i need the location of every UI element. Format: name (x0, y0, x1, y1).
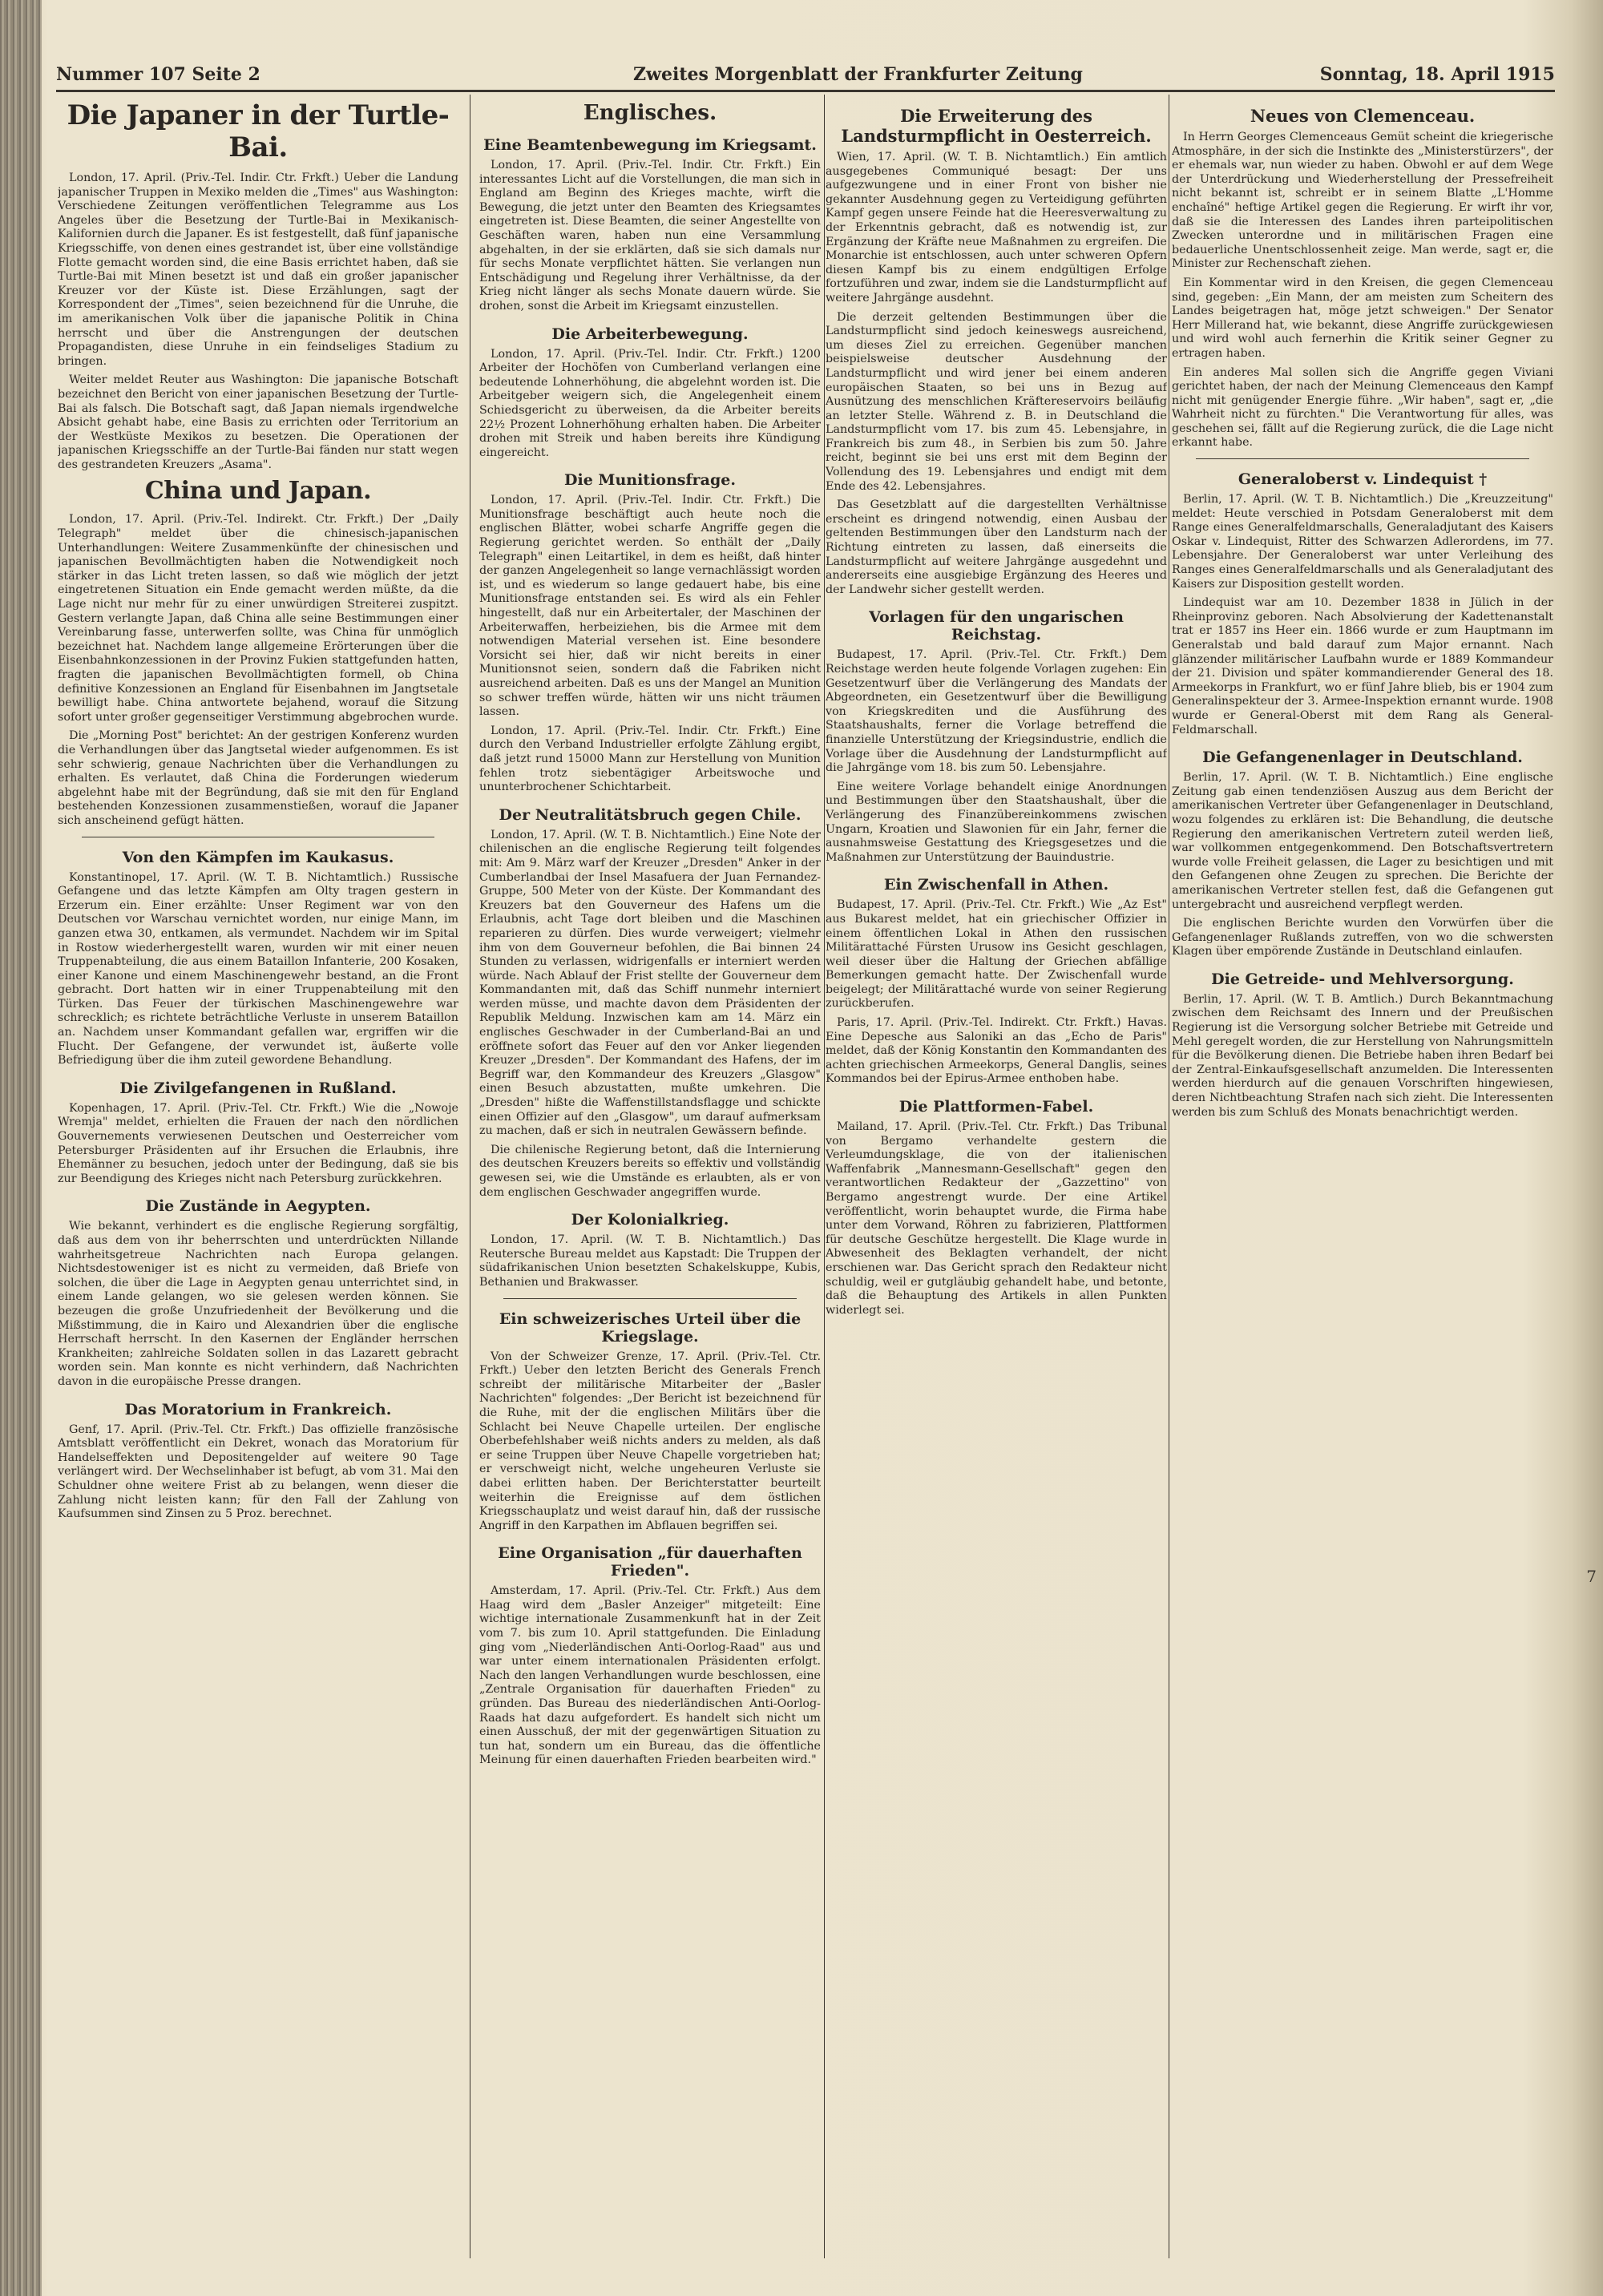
subheading-moratorium: Das Moratorium in Frankreich. (124, 1400, 392, 1418)
article-text: London, 17. April. (Priv.-Tel. Indir. Ctr. Frkft.) Ueber die Landung japanischer Truppen in Mexiko melden die „Times" aus Washington: Verschiedene Zeitungen veröffentlichen Telegramme aus Los Angeles über die Besetzung der Turtle-Bai in Mexikanisch-Kalifornien durch die Japaner. Es ist festgestellt, daß fünf japanische Kriegsschiffe, von denen eines gestrandet ist, über eine vollständige Flotte gemacht worden sind, die eine Basis errichtet haben, daß sie Turtle-Bai mit Minen besetzt ist und daß ein großer japanischer Kreuzer vor der Küste ist. Diese Erzählungen, sagt der Korrespondent der „Times", seien bezeichnend für die Unruhe, die im amerikanischen Volk über die japanische Politik in China herrscht und über die Anstrengungen der deutschen Propagandisten, diese Unruhe in ein feindseliges Stadium zu bringen. (58, 171, 458, 368)
article-text: Konstantinopel, 17. April. (W. T. B. Nichtamtlich.) Russische Gefangene und das letzte Kämpfen am Olty tragen gestern in Erzerum ein. Einer erzählte: Unser Regiment war von den Deutschen vor Warschau vernichtet worden, nur einige Mann, im ganzen etwa 30, entkamen, als vermundet. Nachdem wir im Spital in Rostow wiederhergestellt waren, wurden wir mit einer neuen Truppenabteilung, die aus einem Bataillon Infanterie, 200 Kosaken, einer Kanone und einem Maschinengewehr bestand, an die Front gebracht. Dort hatten wir in einer Truppenabteilung mit den Türken. Das Feuer der türkischen Maschinengewehre war schrecklich; es richtete beträchtliche Verluste in unserem Bataillon an. Nachdem unser Kommandant gefallen war, ergriffen wir die Flucht. Der Gefangene, der verwundet ist, äußerte volle Befriedigung über die ihm zuteil gewordene Behandlung. (58, 870, 458, 1067)
subheading-beamtenbewegung: Eine Beamtenbewegung im Kriegsamt. (483, 136, 817, 154)
masthead (56, 64, 1555, 91)
article-text: Berlin, 17. April. (W. T. B. Nichtamtlich.) Die „Kreuzzeitung" meldet: Heute verschied in Potsdam Generaloberst mit dem Range eines Generalfeldmarschalls, Generaladjutant des Kaisers Oskar v. Lindequist, Ritter des Schwarzen Adlerordens, im 77. Lebensjahre. Der Generaloberst war unter Verleihung des Ranges eines Generalfeldmarschalls und als Generaladjutant des Kaisers zur Disposition gestellt worden. (1172, 493, 1553, 591)
column-3 (826, 95, 1167, 2258)
subheading-kaukasus: Von den Kämpfen im Kaukasus. (122, 848, 394, 866)
headline-englisches: Englisches. (583, 101, 717, 125)
article-text: London, 17. April. (Priv.-Tel. Indir. Ctr. Frkft.) Eine durch den Verband Industrieller erfolgte Zählung ergibt, daß jetzt rund 15000 Mann zur Herstellung von Munition fehlen trotz siebentägiger Arbeitswoche und ununterbrochener Schichtarbeit. (479, 724, 821, 794)
article-text: Eine weitere Vorlage behandelt einige Anordnungen und Bestimmungen über den Staatshaushalt, über die Verlängerung des Finanzübereinkommens zwischen Ungarn, Kroatien und Slawonien für ein Jahr, ferner die ausnahmsweise Gestattung des Kriegsgesetzes und die Maßnahmen zur Unterstützung der Bauindustrie. (826, 780, 1167, 864)
article-text: London, 17. April. (W. T. B. Nichtamtlich.) Das Reutersche Bureau meldet aus Kapstadt: Die Truppen der südafrikanischen Union besetzten Schakelskuppe, Kubis, Bethanien und Brakwasser. (479, 1233, 821, 1289)
book-spine (0, 0, 42, 2296)
article-text: London, 17. April. (Priv.-Tel. Indir. Ctr. Frkft.) 1200 Arbeiter der Hochöfen von Cumberland verlangen eine bedeutende Lohnerhöhung, die abgelehnt worden ist. Die Arbeitgeber weigern sich, die Angelegenheit einem Schiedsgericht zu überweisen, da die Arbeiter bereits 22½ Prozent Lohnerhöhung erhalten haben. Die Arbeiter drohen mit Streik und haben bereits ihre Kündigung eingereicht. (479, 347, 821, 459)
headline-clemenceau: Neues von Clemenceau. (1250, 106, 1476, 126)
subheading-chile: Der Neutralitätsbruch gegen Chile. (499, 805, 802, 824)
article-text: In Herrn Georges Clemenceaus Gemüt scheint die kriegerische Atmosphäre, in der sich die Instinkte des „Ministerstürzers", der er ehemals war, nun wieder zu haben. Obwohl er auf dem Wege der Unterdrückung und Wiederherstellung der Pressefreiheit nicht bekannt ist, schreibt er in seinem Blatte „L'Homme enchaîné" heftige Artikel gegen die Regierung. Er wirft ihr vor, daß sie die Interessen des Landes ihren parteipolitischen Zwecken unterordne und in militärischen Fragen eine bedauerliche Unentschlossenheit zeige. Man werde, sagt er, die Minister zur Rechenschaft ziehen. (1172, 131, 1553, 271)
subheading-getreide: Die Getreide- und Mehlversorgung. (1211, 970, 1514, 988)
article-text: Wie bekannt, verhindert es die englische Regierung sorgfältig, daß aus dem von ihr beherrschten und unterdrückten Nillande wahrheitsgetreue Nachrichten nach Europa gelangen. Nichtsdestoweniger ist es nicht zu vermeiden, daß Briefe von solchen, die über die Lage in Aegypten genau unterrichtet sind, in einem Lande gelangen, wo sie gelesen werden können. Sie bezeugen die große Unzufriedenheit der Bevölkerung und die Mißstimmung, die in Kairo und Alexandrien über die englische Herrschaft herrscht. In den Kasernen der Engländer herrschen Krankheiten; zahlreiche Soldaten sollen in das Lazarett gebracht worden sein. Man konnte es nicht verhindern, daß Nachrichten davon in die europäische Presse drangen. (58, 1220, 458, 1388)
article-text: Wien, 17. April. (W. T. B. Nichtamtlich.) Ein amtlich ausgegebenes Communiqué besagt: Der uns aufgezwungene und in einer Front von bisher nie gekannter Ausdehnung gegen zu Verteidigung geführten Kampf gegen unsere Feinde hat die Heeresverwaltung zu der Erkenntnis gebracht, daß es notwendig ist, zur Ergänzung der Kräfte neue Maßnahmen zu ergreifen. Die Monarchie ist entschlossen, auch unter schweren Opfern diesen Kampf bis zu einem endgültigen Erfolge fortzuführen und zwar, indem sie die Landsturmpflicht auf weitere Jahrgänge ausdehnt. (826, 151, 1167, 305)
edition-title: Zweites Morgenblatt der Frankfurter Zeitung (633, 64, 1083, 85)
article-text: Lindequist war am 10. Dezember 1838 in Jülich in der Rheinprovinz geboren. Nach Absolvierung der Kadettenanstalt trat er 1857 ins Heer ein. 1866 wurde er zum Hauptmann im Generalstab und bald darauf zum Major ernannt. Nach glänzender militärischer Laufbahn wurde er 1889 Kommandeur der 21. Division und später kommandierender General des 18. Armeekorps in Frankfurt, wo er fünf Jahre blieb, bis er 1904 zum Generalinspekteur der 3. Armee-Inspektion ernannt wurde. 1908 wurde er General-Oberst mit dem Rang als General-Feldmarschall. (1172, 596, 1553, 736)
article-text: Weiter meldet Reuter aus Washington: Die japanische Botschaft bezeichnet den Bericht von einer japanischen Besetzung der Turtle-Bai als falsch. Die Botschaft sagt, daß Japan niemals irgendwelche Absicht gehabt habe, eine Basis zu errichten oder Territorium an der Westküste Mexikos zu besetzen. Die Operationen der japanischen Kriegsschiffe an der Turtle-Bai fänden nur statt wegen des gestrandeten Kreuzers „Asama". (58, 373, 458, 471)
article-text: Die derzeit geltenden Bestimmungen über die Landsturmpflicht sind jedoch keineswegs ausreichend, um dieses Ziel zu erreichen. Gegenüber manchen beispielsweise deutscher Ausdehnung der Landsturmpflicht und wird jener bei einem anderen europäischen Staaten, so bei uns in Bezug auf Ausnützung des menschlichen Kräftereservoirs beiläufig an letzter Stelle. Während z. B. in Deutschland die Landsturmpflicht vom 17. bis zum 45. Lebensjahre, in Frankreich bis zum 48., in Serbien bis zum 50. Jahre reicht, beginnt sie bei uns erst mit dem Beginn der Vollendung des 19. Lebensjahres und endigt mit dem Ende des 42. Lebensjahres. (826, 310, 1167, 493)
subheading-athen: Ein Zwischenfall in Athen. (883, 876, 1109, 894)
article-text: London, 17. April. (Priv.-Tel. Indir. Ctr. Frkft.) Ein interessantes Licht auf die Vorstellungen, die man sich in England am Beginn des Krieges machte, wirft die Bewegung, die jetzt unter den Beamten des Kriegsamtes eingetreten ist. Diese Beamten, die seiner Angestellte von Geschäften waren, haben nun eine Versammlung abgehalten, in der sie erklärten, daß sie sich damals nur für sechs Monate verpflichtet hätten. Sie verlangen nun Entschädigung und Regelung ihrer Verhältnisse, da der Krieg nicht länger als sechs Monate dauern würde. Sie drohen, sonst die Arbeit im Kriegsamt einzustellen. (479, 159, 821, 313)
subheading-frieden: Eine Organisation „für dauerhaften Frieden". (498, 1544, 802, 1580)
article-text: Budapest, 17. April. (Priv.-Tel. Ctr. Frkft.) Dem Reichstage werden heute folgende Vorlagen zugehen: Ein Gesetzentwurf über die Verlängerung des Mandats der Abgeordneten, ein Gesetzentwurf über die Bewilligung von Kriegskrediten und die Ausführung des Staatshaushalts, ferner die Vorlage betreffend die finanzielle Unterstützung der Kriegsindustrie, endlich die Vorlage über die Ausdehnung der Landsturmpflicht auf die Jahrgänge vom 18. bis zum 50. Lebensjahre. (826, 648, 1167, 775)
article-text: Genf, 17. April. (Priv.-Tel. Ctr. Frkft.) Das offizielle französische Amtsblatt veröffentlicht ein Dekret, wonach das Moratorium für Handelseffekten und Depositengelder auf weitere 90 Tage verlängert wird. Der Wechselinhaber ist befugt, ab vom 31. Mai den Schuldner ohne weitere Frist ab zu belangen, wenn dieser die Zahlung nicht leisten kann; für den Fall der Zahlung von Kaufsummen sind Zinsen zu 5 Proz. berechnet. (58, 1422, 458, 1521)
article-text: Das Gesetzblatt auf die dargestellten Verhältnisse erscheint es dringend notwendig, einen Ausbau der geltenden Bestimmungen über den Landsturm nach der Richtung eintreten zu lassen, daß einerseits die Landsturmpflicht auf weitere Jahrgänge ausgedehnt und andererseits eine ausgiebige Ergänzung des Heeres und der Landwehr sicher gestellt werden. (826, 498, 1167, 596)
article-text: Amsterdam, 17. April. (Priv.-Tel. Ctr. Frkft.) Aus dem Haag wird dem „Basler Anzeiger" mitgeteilt: Eine wichtige internationale Zusammenkunft hat in der Zeit vom 7. bis zum 10. April stattgefunden. Die Einladung ging vom „Niederländischen Anti-Oorlog-Raad" aus und war unter einem internationalen Präsidenten erfolgt. Nach den langen Verhandlungen wurde beschlossen, eine „Zentrale Organisation für dauerhaften Frieden" zu gründen. Das Bureau des niederländischen Anti-Oorlog-Raads hat dazu aufgefordert. Es handelt sich nicht um einen Ausschuß, der mit der gegenwärtigen Situation zu tun hat, sondern um ein Bureau, das die öffentliche Meinung für einen dauerhaften Frieden bearbeiten wird." (479, 1584, 821, 1767)
article-text: Berlin, 17. April. (W. T. B. Amtlich.) Durch Bekanntmachung zwischen dem Reichsamt des Innern und der Preußischen Regierung ist die Versorgung solcher Betriebe mit Getreide und Mehl geregelt worden, die zur Herstellung von Nahrungsmitteln für die Bevölkerung dienen. Die Betriebe haben ihren Bedarf bei der Zentral-Einkaufsgesellschaft anzumelden. Die Interessenten werden hierdurch auf die genauen Vorschriften hingewiesen, deren Nichtbeachtung Strafen nach sich zieht. Die Interessenten werden bis zum Schluß des Monats benachrichtigt werden. (1172, 992, 1553, 1119)
subheading-zivilgefangene: Die Zivilgefangenen in Rußland. (119, 1079, 397, 1097)
issue-date: Sonntag, 18. April 1915 (1319, 64, 1555, 85)
article-text: Die „Morning Post" berichtet: An der gestrigen Konferenz wurden die Verhandlungen über das Jangtsetal wieder aufgenommen. Es ist sehr schwierig, genaue Nachrichten über die Verhandlungen zu erhalten. Es verlautet, daß China die Forderungen wiederum abgelehnt habe mit der Begründung, daß sie mit den für England bestehenden Konzessionen zusammenstießen, worauf die Japaner sich anscheinend gefügt hätten. (58, 729, 458, 827)
issue-number: Nummer 107 Seite 2 (56, 64, 260, 85)
subheading-lindequist: Generaloberst v. Lindequist † (1238, 470, 1488, 489)
article-text: London, 17. April. (Priv.-Tel. Indirekt. Ctr. Frkft.) Der „Daily Telegraph" meldet über die chinesisch-japanischen Unterhandlungen: Weitere Zusammenkünfte der chinesischen und japanischen Bevollmächtigten haben die Notwendigkeit noch stärker in das Licht treten lassen, so daß wie möglich der jetzt eingetretenen Situation ein Ende gemacht werden müßte, da die Lage nicht nur mehr für zu einer unwürdigen Streiterei zuspitzt. Gestern verlangte Japan, daß China alle seine Bestimmungen einer Vereinbarung fasse, unterwerfen sollte, was China für unmöglich bezeichnet hat. Nachdem lange allgemeine Erörterungen über die Eisenbahnkonzessionen in der Provinz Fukien stattgefunden hatten, fragten die japanischen Bevollmächtigten formell, ob China definitive Konzessionen an England für Eisenbahnen im Jangtsetale bewilligt habe. China antwortete bejahend, worauf die Sitzung sofort unter großer gegenseitiger Verstimmung abgebrochen wurde. (58, 513, 458, 724)
article-text: Kopenhagen, 17. April. (Priv.-Tel. Ctr. Frkft.) Wie die „Nowoje Wremja" meldet, erhielten die Frauen der nach den nördlichen Gouvernements verwiesenen Deutschen und Oesterreicher vom Petersburger Präsidenten auf ihr Ersuchen die Erlaubnis, ihre Ehemänner zu besuchen, jedoch unter der Bedingung, daß sie bis zur Beendigung des Krieges nicht nach Petersburg zurückkehren. (58, 1101, 458, 1185)
article-text: Die englischen Berichte wurden den Vorwürfen über die Gefangenenlager Rußlands zutreffen, von wo die schwersten Klagen über empörende Zustände in Deutschland einlaufen. (1172, 917, 1553, 958)
column-1 (58, 95, 458, 2258)
subheading-arbeiterbewegung: Die Arbeiterbewegung. (551, 325, 749, 343)
subheading-gefangenenlager: Die Gefangenenlager in Deutschland. (1202, 749, 1523, 767)
article-text: London, 17. April. (Priv.-Tel. Indir. Ctr. Frkft.) Die Munitionsfrage beschäftigt auch heute noch die englischen Blätter, wobei scharfe Angriffe gegen die Regierung gerichtet werden. So enthält der „Daily Telegraph" einen Leitartikel, in dem es heißt, daß hinter der ganzen Angelegenheit so lange vernachlässigt worden ist, und es wiederum so lange gedauert habe, bis eine Munitionsfrage entstanden sei. Es wird als ein Fehler hingestellt, daß nur ein Arbeitertaler, der Maschinen der Arbeiterwaffen, herbeiziehen, bis die Armee mit dem notwendigen Material versehen ist. Eine besondere Vorsicht sei hier, daß wir nicht bereits in einer Munitionsnot seien, sondern daß die Fabriken nicht ausreichend arbeiten. Daß es uns der Mangel an Munition so schwer treffen würde, hätten wir uns nicht träumen lassen. (479, 494, 821, 719)
column-4 (1172, 95, 1553, 2258)
article-text: Mailand, 17. April. (Priv.-Tel. Ctr. Frkft.) Das Tribunal von Bergamo verhandelte gestern die Verleumdungsklage, die von der italienischen Waffenfabrik „Mannesmann-Gesellschaft" gegen den verantwortlichen Redakteur der „Gazzettino" von Bergamo angestrengt wurde. Der eine Artikel veröffentlicht, worin behauptet wurde, die Firma habe unter dem Vorwand, Röhren zu fabrizieren, Plattformen für deutsche Geschütze hergestellt. Die Klage wurde in Abwesenheit des Beklagten verhandelt, der nicht erschienen war. Das Gericht sprach den Redakteur nicht schuldig, weil er gutgläubig gehandelt habe, und betonte, daß die Behauptung des Artikels in allen Punkten widerlegt sei. (826, 1120, 1167, 1317)
page-edge-mark: 7 (1586, 1567, 1597, 1586)
headline-landsturm: Die Erweiterung des Landsturmpflicht in Oesterreich. (841, 106, 1152, 146)
article-text: Berlin, 17. April. (W. T. B. Nichtamtlich.) Eine englische Zeitung gab einen tendenziösen Auszug aus dem Bericht der amerikanischen Vertreter über Gefangenenlager in Deutschland, wozu folgendes zu erklären ist: Die Behandlung, die deutsche Regierung den amerikanischen Vertretern zuteil werden ließ, war vollkommen entgegenkommend. Den Botschaftsvertretern wurde volle Freiheit gelassen, die Lager zu besichtigen und mit den Gefangenen ohne Zeugen zu sprechen. Die Berichte der amerikanischen Vertreter stellen fest, daß die Gefangenen gut untergebracht und ausreichend verpflegt werden. (1172, 771, 1553, 911)
header-rule (56, 90, 1555, 92)
subheading-kolonialkrieg: Der Kolonialkrieg. (571, 1211, 729, 1229)
article-text: Von der Schweizer Grenze, 17. April. (Priv.-Tel. Ctr. Frkft.) Ueber den letzten Bericht des Generals French schreibt der militärische Mitarbeiter der „Basler Nachrichten" folgendes: „Der Bericht ist bezeichnend für die Ruhe, mit der die englischen Militärs über die Schlacht bei Neuve Chapelle urteilen. Der englische Oberbefehlshaber weiß nichts anders zu melden, als daß er seine Truppen über Neuve Chapelle vorgetrieben hat; er verschweigt nicht, welche ungeheuren Verluste sie dabei erlitten haben. Der Berichterstatter beurteilt weiterhin die Ereignisse auf dem östlichen Kriegsschauplatz und weist darauf hin, daß der russische Angriff in den Karpathen im Abflauen begriffen sei. (479, 1350, 821, 1532)
subheading-aegypten: Die Zustände in Aegypten. (145, 1197, 371, 1216)
article-text: London, 17. April. (W. T. B. Nichtamtlich.) Eine Note der chilenischen an die englische Regierung teilt folgendes mit: Am 9. März warf der Kreuzer „Dresden" Anker in der Cumberlandbai der Insel Masafuera der Juan Fernandez-Gruppe, 500 Meter von der Küste. Der Kommandant des Kreuzers bat den Gouverneur des Hafens um die Erlaubnis, acht Tage dort bleiben und die Maschinen reparieren zu dürfen. Dies wurde verweigert; vielmehr ihm von dem Gouverneur befohlen, die Bai binnen 24 Stunden zu verlassen, widrigenfalls er interniert werden würde. Nach Ablauf der Frist stellte der Gouverneur dem Kommandanten mit, daß das Schiff nunmehr interniert werden müsse, und machte davon dem Präsidenten der Republik Meldung. Inzwischen kam am 14. März ein englisches Geschwader in der Cumberland-Bai an und eröffnete sofort das Feuer auf den vor Anker liegenden Kreuzer „Dresden". Der Kommandant des Hafens, der im Begriff war, den Kommandeur des Kreuzers „Glasgow" einen Besuch abzustatten, mußte umkehren. Die „Dresden" hißte die Waffenstillstandsflagge und schickte einen Offizier auf den „Glasgow", um darauf aufmerksam zu machen, daß er sich in neutralen Gewässern befinde. (479, 828, 821, 1138)
separator (1196, 458, 1529, 459)
column-2 (479, 95, 821, 2258)
subheading-schweiz-urteil: Ein schweizerisches Urteil über die Kriegslage. (499, 1309, 802, 1346)
headline-japaner: Die Japaner in der Turtle-Bai. (67, 99, 450, 163)
headline-china-japan: China und Japan. (144, 477, 372, 506)
article-text: Paris, 17. April. (Priv.-Tel. Indirekt. Ctr. Frkft.) Havas. Eine Depesche aus Saloniki an das „Echo de Paris" meldet, daß der König Konstantin den Kommandanten des achten griechischen Armeekorps, General Danglis, seines Kommandos bei der Epirus-Armee enthoben habe. (826, 1016, 1167, 1086)
article-text: Budapest, 17. April. (Priv.-Tel. Ctr. Frkft.) Wie „Az Est" aus Bukarest meldet, hat ein griechischer Offizier in einem öffentlichen Lokal in Athen den russischen Militärattaché Fürsten Urusow ins Gesicht geschlagen, weil dieser über die Haltung der Griechen abfällige Bemerkungen gemacht hatte. Der Zwischenfall wurde beigelegt; der Militärattaché wurde von seiner Regierung zurückberufen. (826, 898, 1167, 1011)
article-text: Ein Kommentar wird in den Kreisen, die gegen Clemenceau sind, gegeben: „Ein Mann, der am meisten zum Scheitern des Landes beigetragen hat, möge jetzt schweigen." Der Senator Herr Millerand hat, wie bekannt, diese Angriffe zurückgewiesen und wird wohl auch fernerhin die Kritik seiner Gegner zu ertragen haben. (1172, 276, 1553, 360)
subheading-plattformen: Die Plattformen-Fabel. (898, 1098, 1094, 1116)
column-divider-2 (824, 95, 825, 2258)
subheading-reichstag: Vorlagen für den ungarischen Reichstag. (869, 608, 1124, 644)
article-text: Die chilenische Regierung betont, daß die Internierung des deutschen Kreuzers bereits so effektiv und vollständig gewesen sei, wie die Umstände es erlaubten, als er von dem englischen Geschwader angegriffen wurde. (479, 1143, 821, 1199)
subheading-munitionsfrage: Die Munitionsfrage. (564, 471, 736, 490)
article-text: Ein anderes Mal sollen sich die Angriffe gegen Viviani gerichtet haben, der nach der Meinung Clemenceaus den Kampf nicht mit genügender Energie führe. „Wir haben", sagt er, „die Wahrheit nicht zu fürchten." Die Verantwortung für alles, was geschehen sei, fällt auf die Regierung zurück, die die Lage nicht erkannt habe. (1172, 365, 1553, 450)
separator (503, 1298, 797, 1299)
